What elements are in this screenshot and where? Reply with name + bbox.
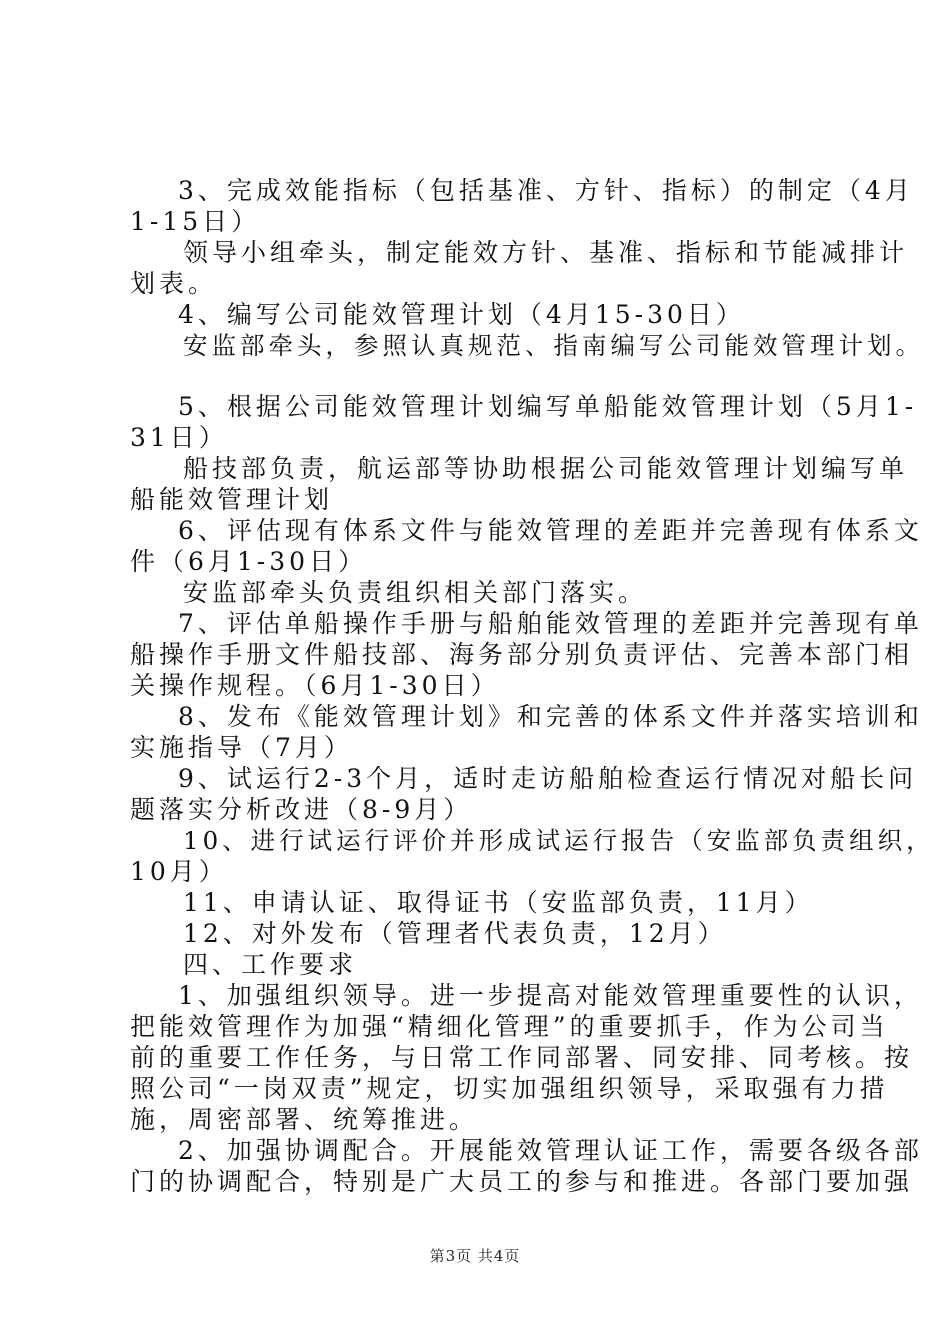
text-line: 船技部负责，航运部等协助根据公司能效管理计划编写单 <box>183 454 909 483</box>
text-line: 5、根据公司能效管理计划编写单船能效管理计划（5月1- <box>178 392 918 421</box>
text-line: 11、申请认证、取得证书（安监部负责，11月） <box>183 888 814 917</box>
text-line: 题落实分析改进（8-9月） <box>130 795 473 824</box>
text-line: 安监部牵头，参照认真规范、指南编写公司能效管理计划。 <box>183 331 924 360</box>
text-line: 照公司“一岗双责”规定，切实加强组织领导，采取强有力措 <box>130 1074 889 1103</box>
text-line: 实施指导（7月） <box>130 733 353 762</box>
text-line: 施，周密部署、统筹推进。 <box>130 1105 479 1134</box>
text-line: 4、编写公司能效管理计划（4月15-30日） <box>178 300 745 329</box>
text-line: 划表。 <box>130 269 218 298</box>
text-line: 船操作手册文件船技部、海务部分别负责评估、完善本部门相 <box>130 640 914 669</box>
text-line: 9、试运行2-3个月，适时走访船舶检查运行情况对船长问 <box>178 764 918 793</box>
text-line: 1、加强组织领导。进一步提高对能效管理重要性的认识， <box>178 981 923 1010</box>
text-line: 前的重要工作任务，与日常工作同部署、同安排、同考核。按 <box>130 1043 914 1072</box>
page-footer: 第3页 共4页 <box>429 1247 521 1265</box>
text-line: 船能效管理计划 <box>130 485 334 514</box>
text-line: 10、进行试运行评价并形成试运行报告（安监部负责组织， <box>183 826 935 855</box>
text-line: 10月） <box>130 857 228 886</box>
text-line: 安监部牵头负责组织相关部门落实。 <box>183 578 648 607</box>
text-line: 领导小组牵头，制定能效方针、基准、指标和节能减排计 <box>183 238 909 267</box>
text-line: 1-15日） <box>130 207 261 236</box>
text-line: 31日） <box>130 423 228 452</box>
text-line: 关操作规程。（6月1-30日） <box>130 671 500 700</box>
text-line: 7、评估单船操作手册与船舶能效管理的差距并完善现有单 <box>178 609 923 638</box>
text-line: 件（6月1-30日） <box>130 547 368 576</box>
text-line: 6、评估现有体系文件与能效管理的差距并完善现有体系文 <box>178 516 923 545</box>
section-heading: 四、工作要求 <box>183 950 358 979</box>
text-line: 门的协调配合，特别是广大员工的参与和推进。各部门要加强 <box>130 1167 914 1196</box>
text-line: 12、对外发布（管理者代表负责，12月） <box>183 919 727 948</box>
text-line: 8、发布《能效管理计划》和完善的体系文件并落实培训和 <box>178 702 923 731</box>
text-line: 把能效管理作为加强“精细化管理”的重要抓手，作为公司当 <box>130 1012 889 1041</box>
text-line: 2、加强协调配合。开展能效管理认证工作，需要各级各部 <box>178 1136 923 1165</box>
text-line: 3、完成效能指标（包括基准、方针、指标）的制定（4月 <box>178 176 914 205</box>
